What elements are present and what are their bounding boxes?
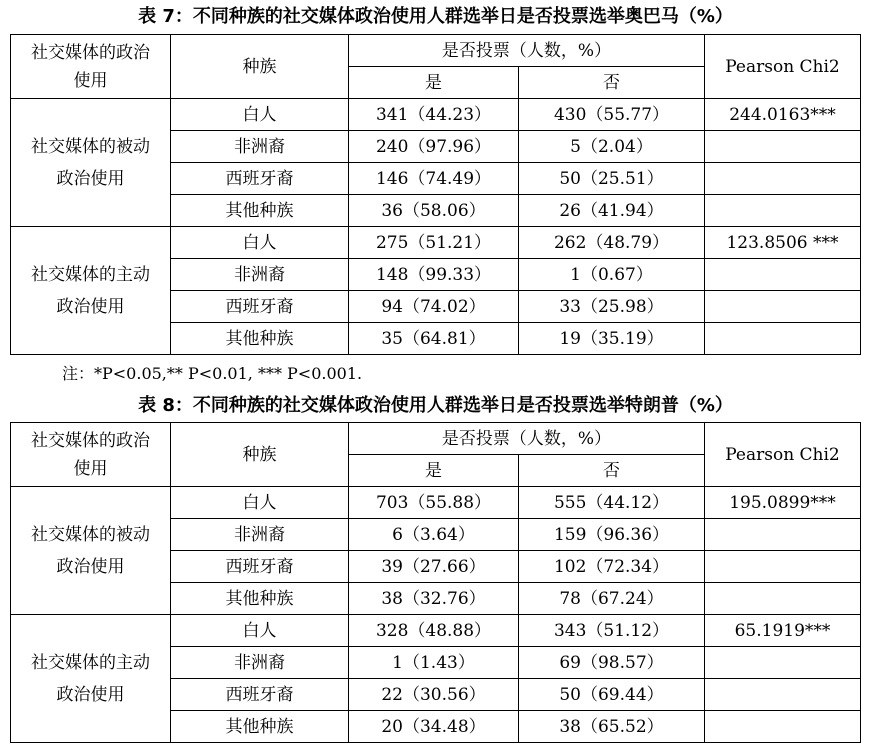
chi2-cell-empty (705, 551, 861, 583)
no-cell: 33（25.98） (519, 291, 705, 323)
race-cell: 非洲裔 (171, 647, 349, 679)
chi2-cell: 123.8506 *** (705, 227, 861, 259)
no-cell: 69（98.57） (519, 647, 705, 679)
significance-note: 注：*P<0.05,** P<0.01, *** P<0.001. (62, 364, 363, 383)
table-8 (10, 422, 861, 743)
no-cell: 343（51.12） (519, 615, 705, 647)
group-label: 社交媒体的被动政治使用 (11, 99, 171, 227)
yes-cell: 35（64.81） (349, 323, 519, 355)
yes-cell: 341（44.23） (349, 99, 519, 131)
no-cell: 38（65.52） (519, 711, 705, 743)
yes-cell: 275（51.21） (349, 227, 519, 259)
group-label: 社交媒体的主动政治使用 (11, 615, 171, 743)
no-cell: 5（2.04） (519, 131, 705, 163)
yes-cell: 38（32.76） (349, 583, 519, 615)
header-yes: 是 (349, 455, 519, 487)
race-cell: 白人 (171, 615, 349, 647)
chi2-cell: 195.0899*** (705, 487, 861, 519)
yes-cell: 20（34.48） (349, 711, 519, 743)
race-cell: 西班牙裔 (171, 291, 349, 323)
chi2-cell-empty (705, 711, 861, 743)
race-cell: 西班牙裔 (171, 163, 349, 195)
no-cell: 430（55.77） (519, 99, 705, 131)
table-8-title: 表 8：不同种族的社交媒体政治使用人群选举日是否投票选举特朗普（%） (138, 395, 733, 416)
race-cell: 西班牙裔 (171, 679, 349, 711)
table-8-header-row-1 (11, 423, 861, 455)
chi2-cell-empty (705, 647, 861, 679)
header-vote: 是否投票（人数，%） (349, 423, 705, 455)
header-chi2: Pearson Chi2 (705, 35, 861, 99)
race-cell: 白人 (171, 487, 349, 519)
no-cell: 26（41.94） (519, 195, 705, 227)
chi2-cell-empty (705, 679, 861, 711)
header-chi2: Pearson Chi2 (705, 423, 861, 487)
no-cell: 78（67.24） (519, 583, 705, 615)
no-cell: 555（44.12） (519, 487, 705, 519)
no-cell: 1（0.67） (519, 259, 705, 291)
chi2-cell-empty (705, 259, 861, 291)
yes-cell: 22（30.56） (349, 679, 519, 711)
no-cell: 50（25.51） (519, 163, 705, 195)
header-yes: 是 (349, 67, 519, 99)
table-row (11, 487, 861, 519)
chi2-cell: 244.0163*** (705, 99, 861, 131)
group-label: 社交媒体的被动政治使用 (11, 487, 171, 615)
chi2-cell-empty (705, 195, 861, 227)
chi2-cell-empty (705, 291, 861, 323)
group-label: 社交媒体的主动政治使用 (11, 227, 171, 355)
table-row (11, 99, 861, 131)
yes-cell: 703（55.88） (349, 487, 519, 519)
race-cell: 白人 (171, 99, 349, 131)
yes-cell: 328（48.88） (349, 615, 519, 647)
race-cell: 非洲裔 (171, 259, 349, 291)
race-cell: 非洲裔 (171, 519, 349, 551)
header-usage: 社交媒体的政治使用 (11, 35, 171, 99)
yes-cell: 39（27.66） (349, 551, 519, 583)
chi2-cell: 65.1919*** (705, 615, 861, 647)
table-row (11, 227, 861, 259)
table-7 (10, 34, 861, 355)
race-cell: 其他种族 (171, 195, 349, 227)
chi2-cell-empty (705, 519, 861, 551)
no-cell: 159（96.36） (519, 519, 705, 551)
header-race: 种族 (171, 423, 349, 487)
chi2-cell-empty (705, 583, 861, 615)
race-cell: 白人 (171, 227, 349, 259)
chi2-cell-empty (705, 323, 861, 355)
table-row (11, 615, 861, 647)
race-cell: 其他种族 (171, 323, 349, 355)
race-cell: 非洲裔 (171, 131, 349, 163)
yes-cell: 36（58.06） (349, 195, 519, 227)
header-no: 否 (519, 455, 705, 487)
table-7-header-row-1 (11, 35, 861, 67)
chi2-cell-empty (705, 163, 861, 195)
header-no: 否 (519, 67, 705, 99)
race-cell: 西班牙裔 (171, 551, 349, 583)
no-cell: 262（48.79） (519, 227, 705, 259)
race-cell: 其他种族 (171, 583, 349, 615)
no-cell: 50（69.44） (519, 679, 705, 711)
table-7-title: 表 7：不同种族的社交媒体政治使用人群选举日是否投票选举奥巴马（%） (138, 6, 733, 27)
header-race: 种族 (171, 35, 349, 99)
yes-cell: 94（74.02） (349, 291, 519, 323)
yes-cell: 146（74.49） (349, 163, 519, 195)
chi2-cell-empty (705, 131, 861, 163)
yes-cell: 1（1.43） (349, 647, 519, 679)
yes-cell: 240（97.96） (349, 131, 519, 163)
header-vote: 是否投票（人数，%） (349, 35, 705, 67)
no-cell: 102（72.34） (519, 551, 705, 583)
header-usage: 社交媒体的政治使用 (11, 423, 171, 487)
yes-cell: 148（99.33） (349, 259, 519, 291)
yes-cell: 6（3.64） (349, 519, 519, 551)
race-cell: 其他种族 (171, 711, 349, 743)
no-cell: 19（35.19） (519, 323, 705, 355)
